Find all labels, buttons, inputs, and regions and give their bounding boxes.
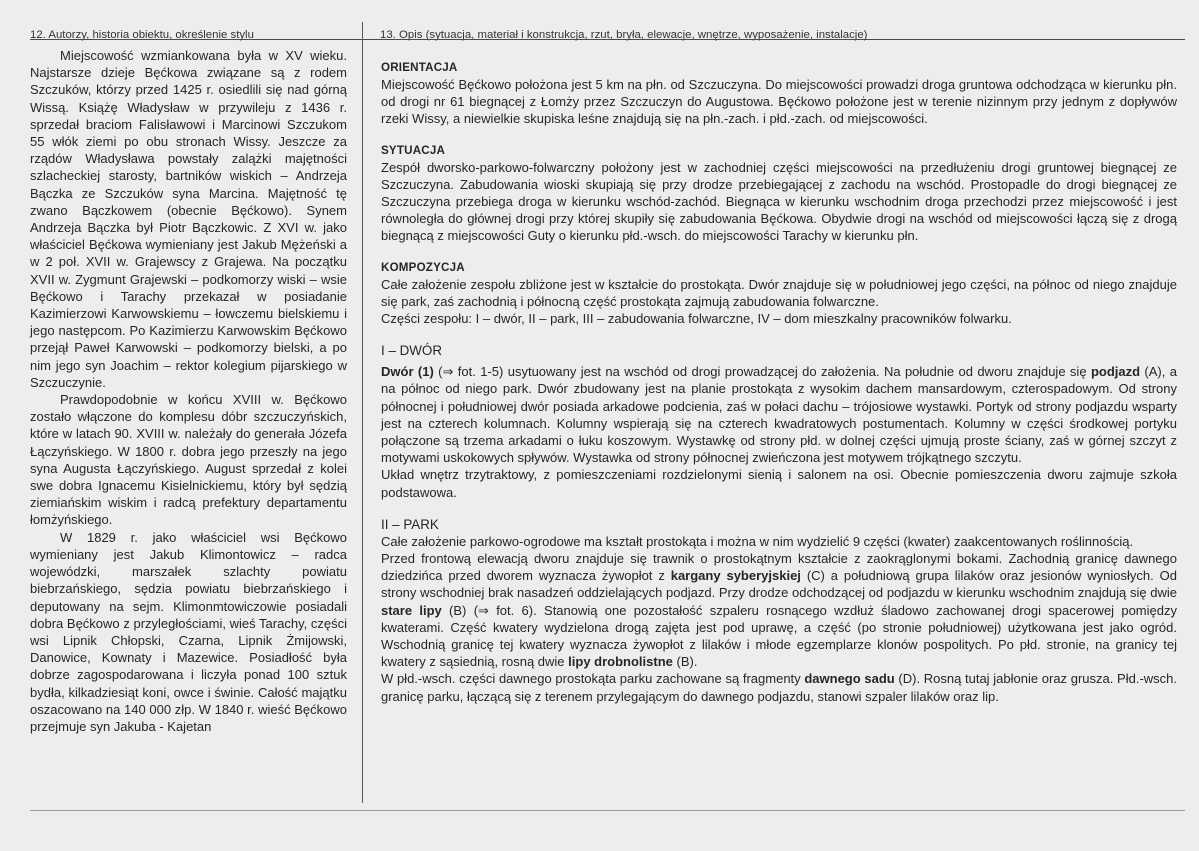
- right-section-header: 13. Opis (sytuacja, materiał i konstrukcja, rzut, bryła, elewacje, wnętrze, wyposażenie, instalacje): [380, 29, 868, 41]
- park-text-2a: Przed frontową elewacją dworu znajduje się trawnik o prostokątnym kształcie z zaokrąglonymi bokami. Zachodnią granicę dawnego dziedzińca przed dworem wyznacza żywopłot z: [381, 551, 1177, 584]
- history-column: [30, 47, 347, 807]
- dwor-text: [381, 363, 1177, 466]
- history-paragraph-2: Prawdopodobnie w końcu XVIII w. Bęćkowo zostało włączone do komplesu dóbr szczuczyńskich, które w latach 90. XVIII w. należały do generała Józefa Łączyńskiego. W 1800 r. dobra jego przeszły na jego syna Augusta Łączyńskiego. August sprzedał z kolei swe dobra Ignacemu Kisielnickiemu, który był sędzią ziemiańskim wiskim i radcą prefektury departamentu łomżyńskiego.: [30, 392, 347, 528]
- podjazd-term: podjazd: [1090, 364, 1141, 380]
- description-column: [381, 60, 1177, 705]
- park-text-2: [381, 550, 1177, 670]
- park-text-2c: (B): [441, 602, 474, 618]
- bottom-rule: [30, 810, 1185, 811]
- dwor-heading: I – DWÓR: [381, 343, 443, 359]
- header-rule: [30, 39, 1185, 40]
- left-section-header: 12. Autorzy, historia obiektu, określenie stylu: [30, 29, 254, 41]
- sytuacja-text: Zespół dworsko-parkowo-folwarczny położony jest w zachodniej części miejscowości na przedłużeniu drogi gruntowej biegnącej ze Szczuczyna. Zabudowania wioski skupiają się przy drodze przebiegającej z zachodu na wschód. Prostopadle do drogi biegnącej ze Szczuczyna przebiega droga w kierunku wschód-zachód. Biegnąca w kierunku wschodnim droga przechodzi przez miejscowość i jest równoległa do głównej drogi przy której skupiły się zabudowania Bęćkowa. Obydwie drogi na wschód od miejscowości łączą się z drogą biegnącą z miejscowości Guty o kierunku płd.-wsch. do miejscowości Tarachy w kierunku płn.: [381, 159, 1177, 244]
- dwor-interior-text: Układ wnętrz trzytraktowy, z pomieszczeniami rozdzielonymi sienią i salonem na osi. Obecnie pomieszczenia dworu zajmuje szkoła podstawowa.: [381, 467, 1177, 500]
- history-paragraph-1: Miejscowość wzmiankowana była w XV wieku. Najstarsze dzieje Bęćkowa związane są z rodem Szczuków, którzy przed 1425 r. osiedlili się nad górną Wissą. Książę Władysław w przywileju z 1436 r. sprzedał braciom Falisławowi i Marcinowi Szczukom 55 włók ziemi po obu stronach Wissy. Jeszcze za rządów Władysława powstały zalążki majętności szlacheckiej starosty, bartników wiskich – Andrzeja Bączka ze Szczuków syna Marcina. Majętność tę zwano Bączkowem (obecnie Bęćkowo). Synem Andrzeja Bączka był Piotr Bączkowic. Z XVI w. jako właściciel Bęćkowa wymieniany jest Jakub Mężeński a w 2 poł. XVII w. Grajewscy z Grajewa. Na początku XVII w. Zygmunt Grajewski – podkomorzy wiski – wsie Bęćkowo i Tarachy przekazał w posiadanie Kazimierzowi Karwowskiemu – łowczemu bielskiemu i jego następcom. Po Kazimierzu Karwowskim Bęćkowo przejął Paweł Karwowski – podkomorzy bielski, a po nim jego syn Joachim – rektor kolegium pijarskiego w Szczuczynie.: [30, 48, 347, 390]
- park-text-1: Całe założenie parkowo-ogrodowe ma kształt prostokąta i można w nim wydzielić 9 części (kwater) zaakcentowanych roślinnością.: [381, 533, 1134, 549]
- orientacja-heading: ORIENTACJA: [381, 61, 458, 74]
- park-text-3: [381, 670, 1177, 704]
- park-text-3a: W płd.-wsch. części dawnego prostokąta parku zachowane są fragmenty: [381, 671, 805, 687]
- photo-reference: (⇒ fot. 1-5): [438, 364, 504, 380]
- kompozycja-parts: Części zespołu: I – dwór, II – park, III – zabudowania folwarczne, IV – dom mieszkalny pracowników folwarku.: [381, 311, 1012, 327]
- park-text-2e: (B).: [672, 654, 698, 670]
- kompozycja-text: Całe założenie zespołu zbliżone jest w kształcie do prostokąta. Dwór znajduje się w południowej jego części, na północ od niego znajduje się park, zaś zachodnią i północną część prostokąta zajmują zabudowania folwarczne.: [381, 276, 1177, 309]
- park-text-2d: . Stanowią one pozostałość szpaleru rosnącego wzdłuż śladowo zachowanej drogi spacerowej pomiędzy kwaterami. Część kwatery wydzielona drogą zajęta jest pod uprawę, a część (po stronie południowej) użytkowana jest jako ogród. Wschodnią granicę tej kwatery wyznacza żywopłot z lilaków i młode egzemplarze klonów pospolitych. Po płd. stronie, na granicy tej kwatery z sąsiednią, rosną dwie: [381, 602, 1177, 670]
- dwor-lead: Dwór (1): [381, 364, 434, 380]
- stare-lipy-term: stare lipy: [381, 602, 442, 618]
- dwor-text-b: (A), a na północ od niego park. Dwór zbudowany jest na planie prostokąta z wysokim dachem mansardowym, czterospadowym. Od strony północnej i południowej dwór posiada arkadowe podcienia, zaś w połaci dachu – trójosiowe wystawki. Portyk od strony podjazdu wsparty jest na czterech kolumnach. Kolumny wspierają się na czterech kwadratowych postumentach. Kolumny w części środkowej portyku połączone są trzema arkadami o łuku koszowym. Wystawkę od strony płd. w dolnej części ujmują proste ściany, zaś w górnej szczyt z motywami uskokowych spływów. Wystawka od strony północnej zwieńczona jest motywem trójkątnego szczytu.: [381, 364, 1177, 466]
- lipy-term: lipy drobnolistne: [568, 654, 673, 670]
- column-divider: [362, 22, 363, 803]
- karagany-term: kargany syberyjskiej: [670, 568, 801, 584]
- park-heading: II – PARK: [381, 516, 439, 532]
- sad-term: dawnego sadu: [804, 671, 895, 687]
- sytuacja-heading: SYTUACJA: [381, 143, 446, 157]
- park-text-3b: (D). Rosną tutaj jabłonie oraz grusza. Płd.-wsch. granicę parku, łączącą się z terenem przylegającym do dawnego podjazdu, stanowi szpaler lilaków oraz lip.: [381, 671, 1177, 704]
- history-paragraph-3: W 1829 r. jako właściciel wsi Bęćkowo wymieniany jest Jakub Klimontowicz – radca wojewódzki, marszałek szlachty powiatu biebrzańskiego, sędzia powiatu biebrzańskiego i deputowany na sejm. Klimonmtowiczowie posiadali dobra Bęćkowo z przyległościami, wieś Tarachy, części wsi Lipnik Chłopski, Czarna, Lipnik Żmijowski, Danowice, Kownaty i Mazewice. Posiadłość była dobrze zagospodarowana i liczyła ponad 100 sztuk bydła, kilkadziesiąt koni, owce i świnie. Całość majątku oszacowano na 140 000 złp. W 1840 r. wieść Bęćkowo przejmuje syn Jakuba - Kajetan: [30, 529, 347, 734]
- photo-reference-6: (⇒ fot. 6): [473, 602, 534, 618]
- park-text-2b: (C) a południową grupa lilaków oraz jesionów wyniosłych. Od strony wschodniej brak nasadzeń oddzielających podjazd. Przy drodze odchodzącej od podjazdu w kierunku wschodnim znajdują się dwie: [381, 568, 1177, 601]
- orientacja-text: Miejscowość Bęćkowo położona jest 5 km na płn. od Szczuczyna. Do miejscowości prowadzi droga gruntowa odchodząca w kierunku płn. od drogi nr 61 biegnącej z Łomży przez Szczuczyn do Augustowa. Bęćkowo położone jest w terenie nizinnym przy jednym z dopływów rzeki Wissy, a niewielkie skupiska leśne znajdują się na płn.-zach. i płd.-zach. od miejscowości.: [381, 77, 1177, 127]
- kompozycja-heading: KOMPOZYCJA: [381, 260, 465, 274]
- dwor-text-a: usytuowany jest na wschód od drogi prowadzącej do założenia. Na południe od dworu znajduje się: [503, 364, 1091, 380]
